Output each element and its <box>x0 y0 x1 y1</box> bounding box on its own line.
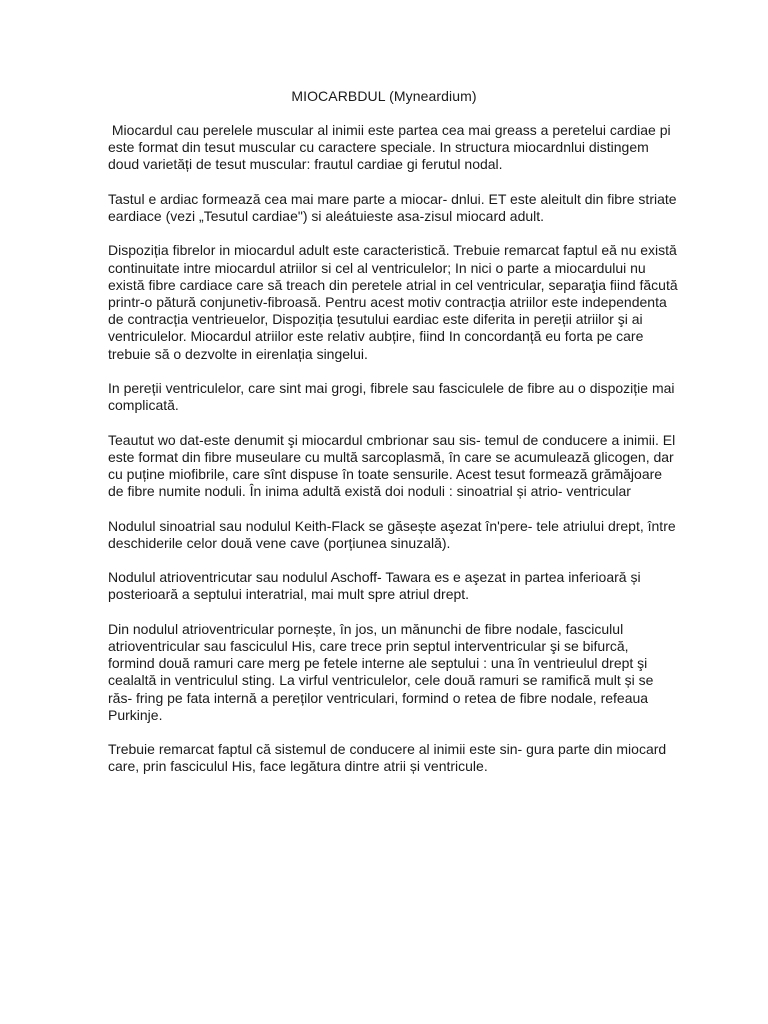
paragraph-atrioventricular-node: Nodulul atrioventricutar sau nodulul Aschoff- Tawara es e aşezat in partea inferioară și posterioară a septului interatrial, mai mult spre atriul drept. <box>108 569 645 603</box>
paragraph-his-bundle: Din nodulul atrioventricular pornește, în jos, un mănunchi de fibre nodale, fasciculul atrioventricular sau fasciculul His, care trece prin septul interventricular şi se bifurcă, formind două ramuri care merg pe fetele interne ale septului : una în ventrieulul drept şi cealaltă in ventriculul sting. La virful ventriculelor, cele două ramuri se ramifică mult și se răs- fring pe fata internă a pereților ventriculari, formind o retea de fibre nodale, refeaua Purkinje. <box>108 620 658 723</box>
paragraph-fiber-arrangement: Dispoziția fibrelor in miocardul adult este caracteristică. Trebuie remarcat faptul eă nu există continuitate intre miocardul atriilor si cel al ventriculelor; In nici o parte a miocardului nu există fibre cardiace care să treach din peretele atrial in cel ventricular, separaţia fiind făcută printr-o pătură conjunetiv-fibroasă. Pentru acest motiv contracția atriilor este independenta de contracția ventrieuelor, Dispoziția țesutului eardiac este diferita in pereții atriilor şi ai ventriculelor. Miocardul atriilor este relativ aubțire, fiind In concordanță eu forta pe care trebuie să o dezvolte in eirenlația singelui. <box>108 242 682 362</box>
paragraph-sinoatrial-node: Nodulul sinoatrial sau nodulul Keith-Flack se găsește aşezat în'pere- tele atriului drept, între deschiderile celor două vene cave (porțiunea sinuzală). <box>108 517 680 551</box>
paragraph-conduction-system: Trebuie remarcat faptul că sistemul de conducere al inimii este sin- gura parte din miocard care, prin fasciculul His, face legătura dintre atrii și ventricule. <box>108 741 671 775</box>
paragraph-cardiac-tissue: Tastul e ardiac formează cea mai mare parte a miocar- dnlui. ET este aleitult din fibre striate eardiace (vezi „Tesutul cardiae") si aleátuieste asa-zisul miocard adult. <box>108 190 681 224</box>
paragraph-nodal-tissue: Teautut wo dat-este denumit şi miocardul cmbrionar sau sis- temul de conducere a inimii. El este format din fibre museulare cu multă sarcoplasmă, în care se acumulează glicogen, dar cu puține miofibrile, care sînt dispuse în toate sensurile. Acest tesut formează grămăjoare de fibre numite noduli. În inima adultă există doi noduli : sinoatrial și atrio- ventricular <box>108 431 680 500</box>
document-body <box>108 122 682 793</box>
paragraph-intro: Miocardul cau perelele muscular al inimii este partea cea mai greass a peretelui cardiae pi este format din tesut muscular cu caractere speciale. In structura miocardnlui distingem doud varietăți de tesut muscular: frautul cardiae gi ferutul nodal. <box>108 122 675 173</box>
paragraph-ventricle-walls: In pereții ventriculelor, care sint mai grogi, fibrele sau fasciculele de fibre au o dispoziție mai complicată. <box>108 380 679 414</box>
document-title: MIOCARBDUL (Myneardium) <box>291 88 477 104</box>
